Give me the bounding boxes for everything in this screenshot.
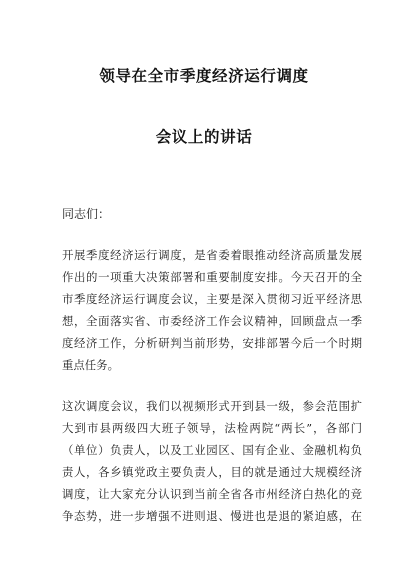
paragraph-line: 想，全面落实省、市委经济工作会议精神，回顾盘点一季	[62, 314, 362, 328]
paragraph-line: 这次调度会议，我们以视频形式开到县一级，参会范围扩	[62, 399, 362, 413]
paragraph-line: 大到市县两级四大班子领导，法检两院“两长”，各部门	[62, 421, 362, 435]
document-title-line-1: 领导在全市季度经济运行调度	[99, 67, 309, 85]
paragraph-line: 责人，各乡镇党政主要负责人，目的就是通过大规模经济	[62, 465, 362, 479]
paragraph-1	[62, 244, 362, 376]
paragraph-line: 市季度经济运行调度会议，主要是深入贯彻习近平经济思	[62, 292, 362, 306]
paragraph-line: 调度，让大家充分认识到当前全省各市州经济白热化的竞	[62, 487, 362, 501]
document-title-line-2: 会议上的讲话	[155, 128, 253, 146]
paragraph-line: 争态势，进一步增强不进则退、慢进也是退的紧迫感，在	[62, 509, 362, 523]
paragraph-line: 度经济工作，分析研判当前形势，安排部署今后一个时期	[62, 336, 362, 350]
paragraph-line: 开展季度经济运行调度，是省委着眼推动经济高质量发展	[62, 248, 362, 262]
paragraph-2	[62, 395, 362, 527]
paragraph-line: 重点任务。	[62, 358, 119, 372]
paragraph-line: 作出的一项重大决策部署和重要制度安排。今天召开的全	[62, 270, 362, 284]
greeting: 同志们：	[62, 207, 111, 221]
paragraph-line: （单位）负责人，以及工业园区、国有企业、金融机构负	[62, 443, 362, 457]
